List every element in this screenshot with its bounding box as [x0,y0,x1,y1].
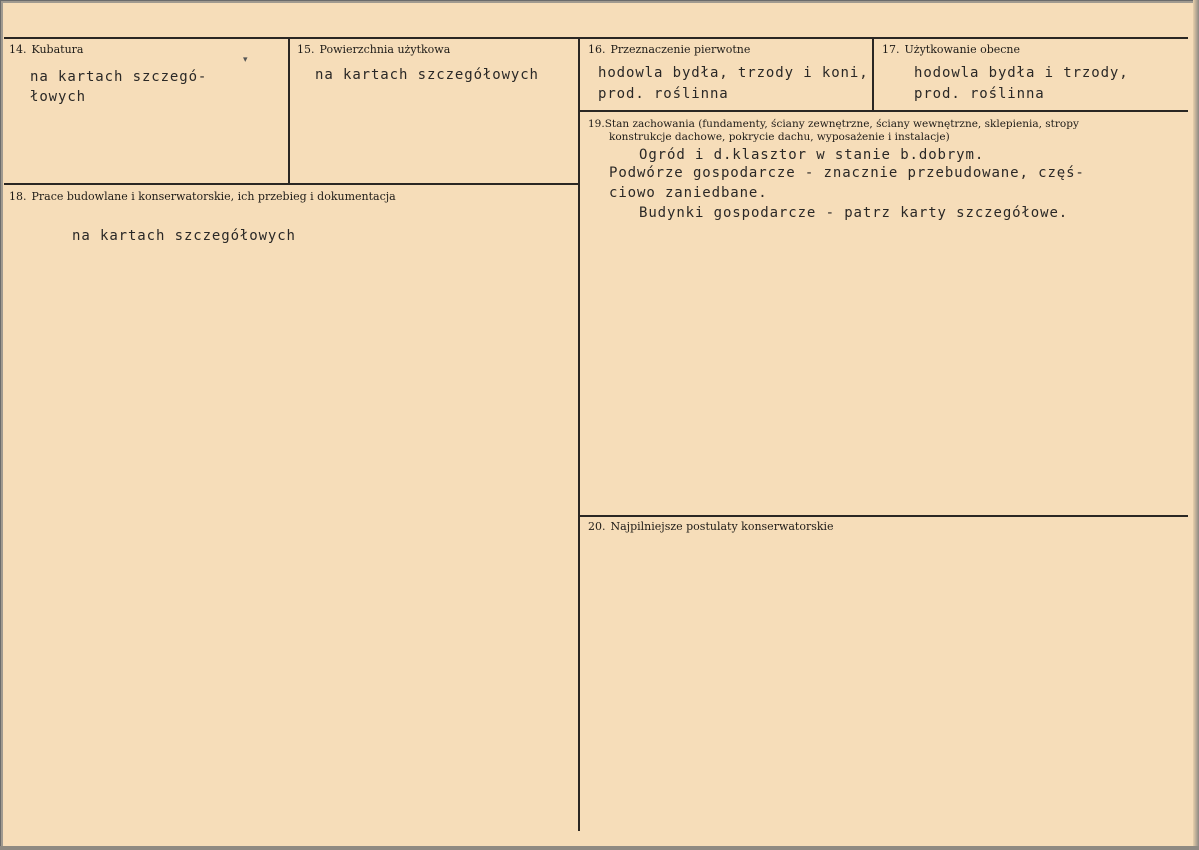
field-14-label [9,43,83,56]
field-16-number: 16. [588,43,606,56]
field-15-line-1: na kartach szczegółowych [315,67,539,83]
field-18-line-1: na kartach szczegółowych [72,228,296,244]
divider-14-15 [288,37,290,184]
main-divider [578,37,580,831]
field-14-line-2: łowych [30,89,86,105]
field-17-line-1: hodowla bydła i trzody, [914,65,1129,81]
field-16-line-1: hodowla bydła, trzody i koni, [598,65,869,81]
field-20-title: Najpilniejsze postulaty konserwatorskie [610,520,834,533]
field-14-title: Kubatura [31,43,84,56]
field-19-title-1: Stan zachowania (fundamenty, ściany zewnętrzne, ściany wewnętrzne, sklepienia, stropy [604,118,1079,130]
field-17-title: Użytkowanie obecne [904,43,1020,56]
field-18-title: Prace budowlane i konserwatorskie, ich przebieg i dokumentacja [31,190,396,203]
field-14-line-1: na kartach szczegó- [30,69,208,85]
rule-under-14-15 [4,183,578,185]
field-18-label [9,190,396,203]
field-19-title-line-2: konstrukcje dachowe, pokrycie dachu, wyposażenie i instalacje) [609,131,950,143]
top-rule-left [4,37,578,39]
field-19-number: 19. [588,118,605,130]
field-16-title: Przeznaczenie pierwotne [610,43,751,56]
top-rule-right [578,37,1188,39]
field-15-label [297,43,450,56]
field-20-number: 20. [588,520,606,533]
field-19-title-line-1 [588,118,1079,131]
field-19-label [588,118,1079,144]
field-19-line-3: ciowo zaniedbane. [609,185,768,201]
field-19-line-1: Ogród i d.klasztor w stanie b.dobrym. [639,147,985,163]
field-19-line-4: Budynki gospodarcze - patrz karty szczegółowe. [639,205,1069,221]
field-17-label [882,43,1020,56]
field-18-number: 18. [9,190,27,203]
field-16-line-2: prod. roślinna [598,86,729,102]
card-right-edge [1193,0,1199,850]
card-bottom-edge [0,846,1199,850]
field-15-number: 15. [297,43,315,56]
field-17-number: 17. [882,43,900,56]
rule-above-20 [578,515,1188,517]
field-15-title: Powierzchnia użytkowa [319,43,451,56]
field-20-label [588,520,834,533]
field-14-number: 14. [9,43,27,56]
field-16-label [588,43,750,56]
divider-16-17 [872,37,874,110]
field-17-line-2: prod. roślinna [914,86,1045,102]
field-19-line-2: Podwórze gospodarcze - znacznie przebudowane, częś- [609,165,1085,181]
ink-mark: ▾ [243,55,248,65]
rule-under-16-17 [578,110,1188,112]
